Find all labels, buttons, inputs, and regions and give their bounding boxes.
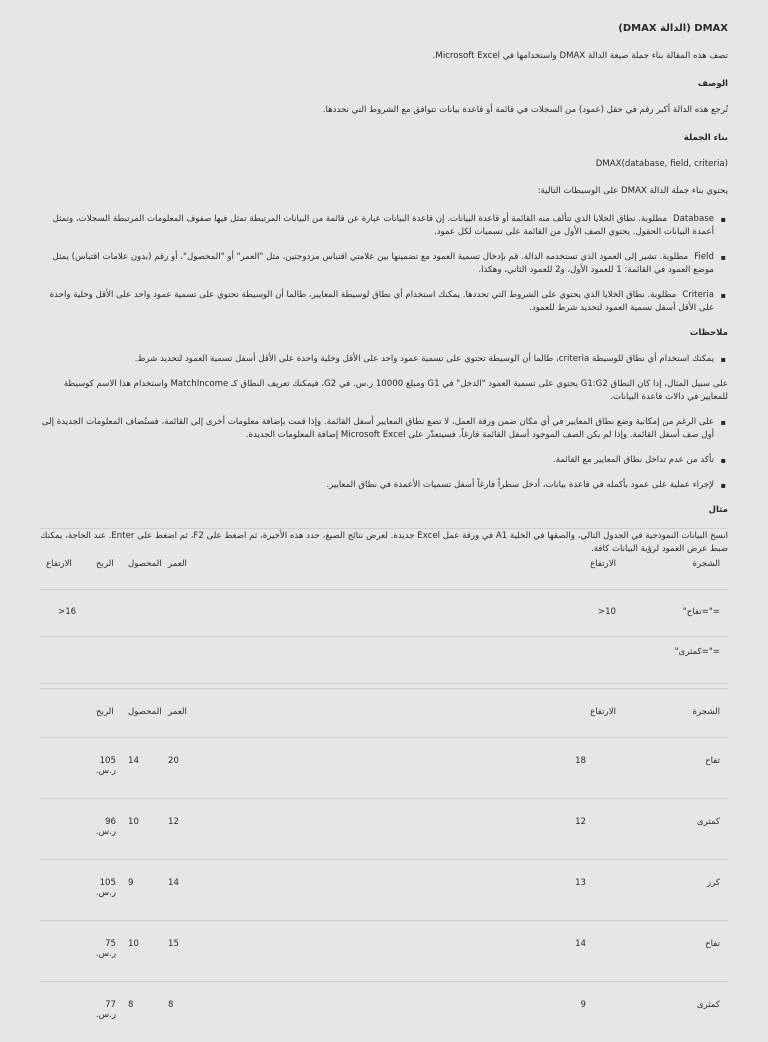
note-item: ▪ يمكنك استخدام أي نطاق للوسيطة criteria، طالما أن الوسيطة تحتوي على تسمية عمود واحد على الأقل وخلية واحدة على الأقل أسفل تسمية العمود لتحديد شرط.: [40, 353, 714, 366]
table-cell: 14: [128, 756, 139, 766]
table-row: [40, 589, 728, 636]
argument-name: Field: [694, 252, 714, 262]
table-cell: 8: [128, 1000, 134, 1010]
argument-name: Criteria: [682, 290, 714, 300]
currency-label: ر.س.: [95, 1010, 116, 1020]
note-item: ▪ على الرغم من إمكانية وضع نطاق المعايير في أي مكان ضمن ورقة العمل، لا تضع نطاق المعايير أسفل القائمة. وإذا قمت بإضافة معلومات أخرى إلى القائمة، فستُضاف المعلومات الجديدة إلى أول صف أسفل القائمة. وإذا لم يكن الصف الموجود أسفل القائمة فارغاً، فسيتعذّر على Microsoft Excel إضافة المعلومات الجديدة.: [40, 416, 714, 442]
syntax-line: DMAX(database, field, criteria): [595, 159, 728, 169]
header-cell: العمر: [168, 559, 187, 569]
argument-text: مطلوبة. تشير إلى العمود الذي تستخدمه الدالة. قم بإدخال تسمية العمود مع تضمينها بين علامتي اقتباس مزدوجتين، مثل "العمر" أو "المحصول"، أو رقم (بدون علامات اقتباس) يمثل موضع العمود في القائمة: 1 للعمود الأول، و2 للعمود الثاني، وهكذا.: [52, 252, 714, 275]
table-header-row: [40, 528, 728, 589]
criteria-table: [40, 528, 728, 684]
table-row: [40, 636, 728, 683]
table-cell: [76, 756, 116, 776]
header-cell: المحصول: [128, 707, 162, 717]
table-divider: [40, 683, 728, 684]
note-example-paragraph: على سبيل المثال، إذا كان النطاق G1:G2 يحتوي على تسمية العمود "الدخل" في G1 ومبلغ 10000 ر.س. في G2، فيمكنك تعريف النطاق كـ MatchIncome واستخدام هذا الاسم كوسيطة للمعايير في دالات قاعدة البيانات.: [63, 379, 728, 402]
argument-database: [40, 213, 714, 239]
profit-value: 105: [99, 756, 116, 766]
table-cell: 9: [128, 878, 134, 888]
header-cell: الشجرة: [692, 559, 720, 569]
table-cell: 15: [168, 939, 179, 949]
table-row: [40, 920, 728, 981]
header-cell: الارتفاع: [590, 707, 616, 717]
profit-value: 77: [105, 1000, 116, 1010]
table-row: [40, 981, 728, 1042]
argument-name: Database: [672, 214, 714, 224]
table-cell: 13: [575, 878, 586, 888]
table-cell: 14: [575, 939, 586, 949]
example-heading: مثال: [708, 505, 728, 515]
table-cell: 10: [128, 817, 139, 827]
table-cell: 12: [575, 817, 586, 827]
table-cell: 14: [168, 878, 179, 888]
argument-text: مطلوبة. نطاق الخلايا الذي يحتوي على الشروط التي تحددها. يمكنك استخدام أي نطاق لوسيطة المعايير، طالما أن الوسيطة تحتوي على تسمية عمود واحد على الأقل وخلية واحدة على الأقل أسفل تسمية العمود لتحديد شرط للعمود.: [49, 290, 714, 313]
currency-label: ر.س.: [95, 827, 116, 837]
currency-label: ر.س.: [95, 888, 116, 898]
table-cell: 18: [575, 756, 586, 766]
header-cell: العمر: [168, 707, 187, 717]
header-cell: الشجرة: [692, 707, 720, 717]
arguments-intro: يحتوي بناء جملة الدالة DMAX على الوسيطات التالية:: [537, 186, 728, 196]
notes-list: [40, 353, 728, 366]
table-cell: 10<: [597, 607, 616, 617]
note-item: ▪ تأكد من عدم تداخل نطاق المعايير مع القائمة.: [40, 454, 714, 467]
description-paragraph: تُرجع هذه الدالة أكبر رقم في حقل (عمود) من السجلات في قائمة أو قاعدة بيانات تتوافق مع الشروط التي تحددها.: [322, 105, 728, 115]
header-cell: الربح: [96, 559, 114, 569]
header-cell: الارتفاع: [46, 559, 72, 569]
table-cell: [76, 939, 116, 959]
table-cell: ="=كمثرى": [674, 647, 720, 657]
table-cell: 10: [128, 939, 139, 949]
currency-label: ر.س.: [95, 766, 116, 776]
intro-paragraph: تصف هذه المقالة بناء جملة صيغة الدالة DMAX واستخدامها في Microsoft Excel.: [432, 51, 728, 61]
currency-label: ر.س.: [95, 949, 116, 959]
table-cell: كمثرى: [696, 1000, 720, 1010]
table-cell: تفاح: [705, 939, 720, 949]
table-row: [40, 798, 728, 859]
argument-criteria: [40, 289, 714, 315]
table-cell: 16<: [58, 607, 77, 617]
argument-field: [40, 251, 714, 277]
syntax-heading: بناء الجملة: [683, 133, 728, 143]
table-row: [40, 737, 728, 798]
table-cell: [76, 817, 116, 837]
profit-value: 96: [105, 817, 116, 827]
profit-value: 105: [99, 878, 116, 888]
description-heading: الوصف: [697, 79, 728, 89]
table-cell: كرز: [707, 878, 720, 888]
table-header-row: [40, 688, 728, 737]
example-paragraph: انسخ البيانات النموذجية في الجدول التالي، والصقها في الخلية A1 في ورقة عمل Excel جديدة. لعرض نتائج الصيغ، حدد هذه الأخيرة، ثم اضغط على F2، ثم اضغط على Enter. عند الحاجة، يمكنك ضبط عرض العمود لرؤية البيانات كافة.: [40, 531, 728, 554]
argument-text: مطلوبة. نطاق الخلايا الذي تتألف منه القائمة أو قاعدة البيانات. إن قاعدة البيانات عبارة عن قائمة من البيانات المرتبطة تمثل فيها صفوف المعلومات المرتبطة السجلات، وتمثل أعمدة البيانات الحقول. يحتوي الصف الأول من القائمة على تسميات لكل عمود.: [52, 214, 714, 237]
data-table: [40, 688, 728, 1042]
notes-heading: ملاحظات: [689, 328, 728, 338]
table-row: [40, 859, 728, 920]
table-cell: [76, 878, 116, 898]
page-title: DMAX (الدالة DMAX): [618, 23, 728, 34]
table-cell: [76, 1000, 116, 1020]
table-cell: كمثرى: [696, 817, 720, 827]
table-cell: 12: [168, 817, 179, 827]
table-cell: 9: [580, 1000, 586, 1010]
arguments-list: [40, 213, 728, 315]
header-cell: المحصول: [128, 559, 162, 569]
table-cell: 8: [168, 1000, 174, 1010]
table-cell: تفاح: [705, 756, 720, 766]
header-cell: الارتفاع: [590, 559, 616, 569]
note-item: ▪ لإجراء عملية على عمود بأكمله في قاعدة بيانات، أدخل سطراً فارغاً أسفل تسميات الأعمدة في نطاق المعايير.: [40, 479, 714, 492]
table-cell: ="=تفاح": [682, 607, 720, 617]
header-cell: الربح: [96, 707, 114, 717]
notes-list-2: [40, 416, 728, 492]
table-cell: 20: [168, 756, 179, 766]
profit-value: 75: [105, 939, 116, 949]
